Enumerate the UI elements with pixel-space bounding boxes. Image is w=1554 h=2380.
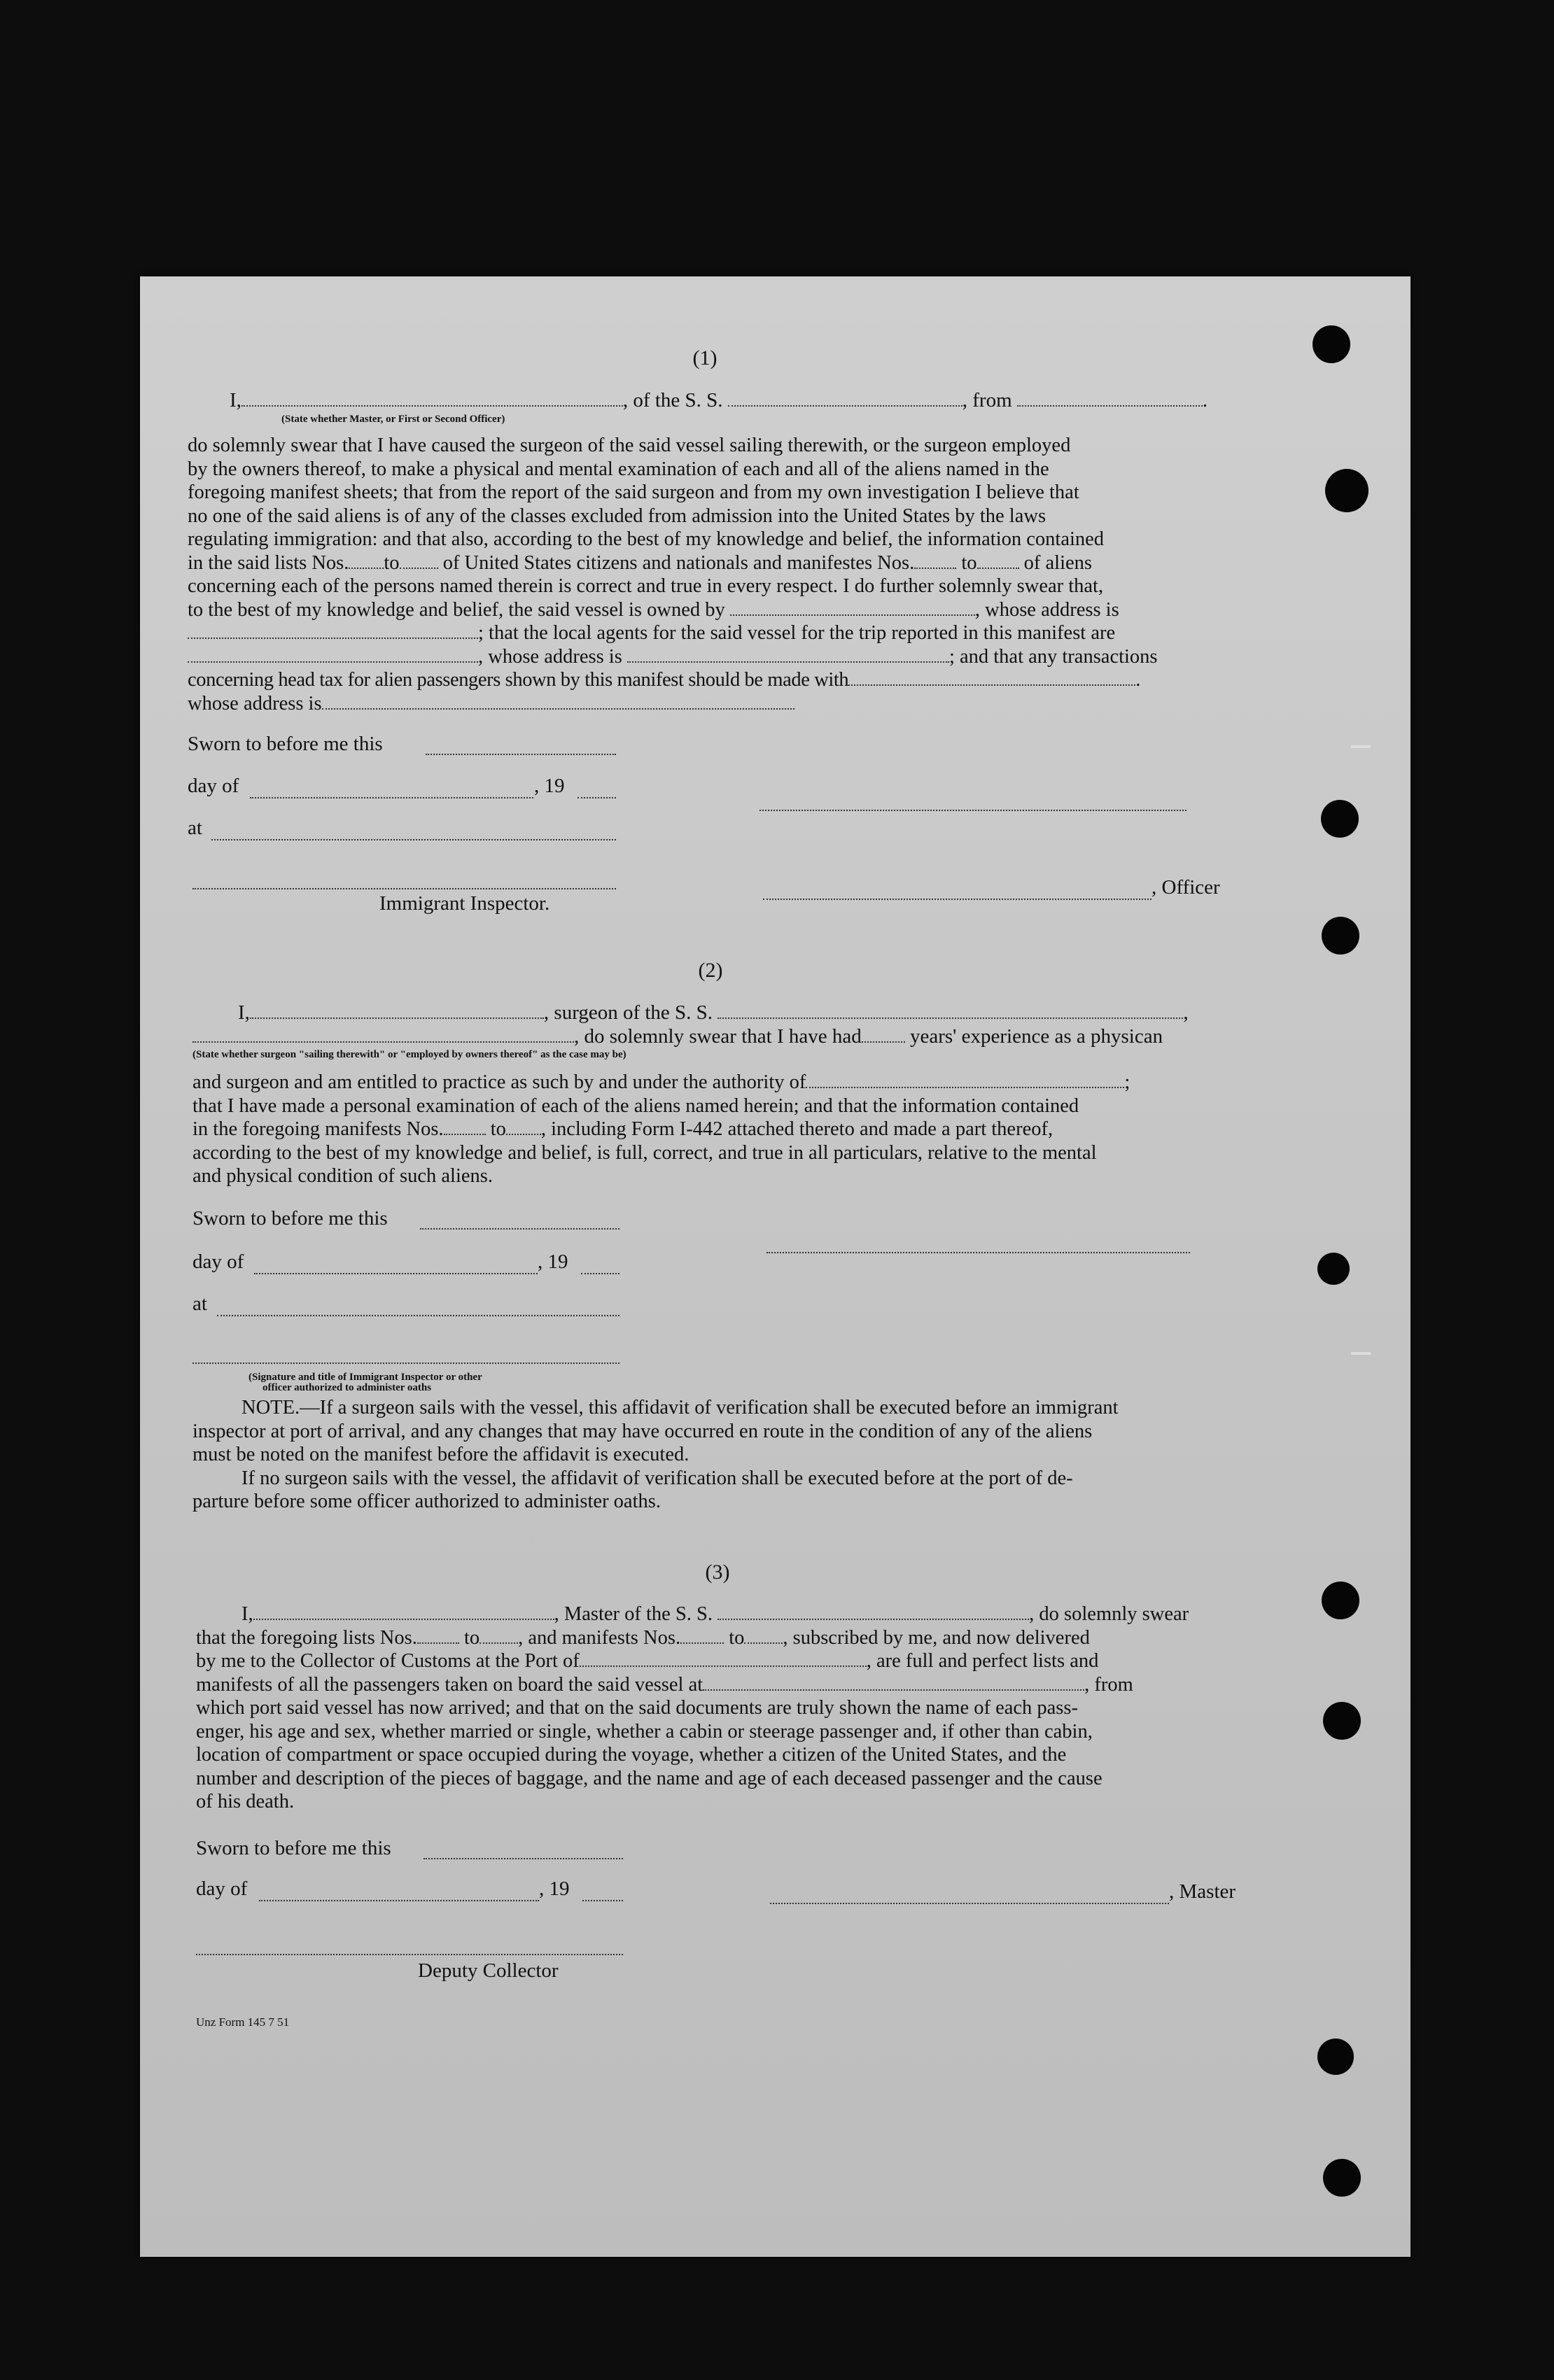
official-signature-field[interactable]	[192, 1361, 620, 1364]
day-of-label: day of	[188, 775, 239, 797]
text: in the said lists Nos.	[188, 551, 349, 574]
sworn-label: Sworn to before me this	[196, 1837, 391, 1859]
text: to	[961, 551, 977, 574]
head-tax-address-field[interactable]	[322, 693, 794, 710]
text: I,	[238, 1001, 250, 1024]
body-line: and physical condition of such aliens.	[192, 1165, 493, 1187]
text: , do solemnly swear that I have had	[574, 1025, 862, 1048]
officer-title-field[interactable]	[763, 897, 1152, 900]
section-number: (1)	[692, 346, 718, 369]
text: of United States citizens and nationals and manifestes Nos.	[442, 551, 915, 574]
text: I,	[230, 389, 241, 411]
owner-field[interactable]	[730, 599, 975, 616]
years-field[interactable]	[862, 1026, 905, 1043]
text: , and manifests Nos.	[518, 1626, 681, 1649]
note-line: must be noted on the manifest before the affidavit is executed.	[192, 1444, 690, 1465]
text: of aliens	[1023, 551, 1093, 574]
master-label: , Master	[1169, 1880, 1236, 1903]
text: to	[490, 1118, 506, 1140]
binder-hole-icon	[1322, 917, 1359, 955]
note-line: parture before some officer authorized to administer oaths.	[192, 1491, 661, 1512]
body-line	[196, 1626, 1242, 1650]
binder-hole-icon	[1325, 469, 1368, 512]
text: , subscribed by me, and now delivered	[783, 1626, 1090, 1649]
from-port-field[interactable]	[1017, 390, 1203, 407]
at-label: at	[192, 1293, 207, 1315]
text: , are full and perfect lists and	[866, 1650, 1099, 1672]
text: , whose address is	[478, 645, 622, 668]
text: , from	[1084, 1673, 1133, 1696]
boarding-port-field[interactable]	[703, 1674, 1084, 1691]
binder-hole-icon	[1322, 1582, 1359, 1619]
year-label: , 19	[538, 1251, 568, 1273]
text: , from	[962, 389, 1012, 411]
surgeon-ship-field[interactable]	[718, 1002, 1183, 1019]
text: manifests of all the passengers taken on board the said vessel at	[196, 1673, 704, 1696]
form-page	[140, 276, 1410, 2257]
signature-note: (Signature and title of Immigrant Inspector or other	[248, 1372, 482, 1383]
deputy-signature-field[interactable]	[196, 1952, 623, 1955]
body-line: that I have made a personal examination of each of the aliens named herein; and that the information contained	[192, 1094, 1079, 1117]
master-signature-field[interactable]	[770, 1901, 1169, 1904]
body-line: regulating immigration: and that also, according to the best of my knowledge and belief, the information contained	[188, 528, 1105, 550]
binder-hole-icon	[1323, 2159, 1361, 2197]
body-line: which port said vessel has now arrived; and that on the said documents are truly shown the name of each pass-	[196, 1697, 1078, 1719]
manifest-from-field[interactable]	[914, 552, 956, 569]
text: to	[463, 1626, 480, 1649]
text: , whose address is	[974, 598, 1119, 621]
at-place-field[interactable]	[211, 838, 616, 840]
edge-mark	[1351, 1352, 1371, 1355]
body-line: by the owners thereof, to make a physical and mental examination of each and all of the aliens named in the	[188, 458, 1049, 480]
text: years' experience as a physican	[909, 1025, 1163, 1048]
binder-hole-icon	[1312, 325, 1350, 363]
at-place-field[interactable]	[217, 1314, 620, 1316]
surgeon-swear-line	[192, 1024, 1163, 1048]
section1-body	[188, 434, 1234, 715]
note-paragraph	[192, 1396, 1239, 1514]
owner-address-field[interactable]	[188, 622, 478, 639]
body-line	[188, 645, 1234, 669]
year-label: , 19	[539, 1878, 570, 1900]
text: , Master of the S. S.	[554, 1603, 713, 1625]
text: to	[384, 551, 400, 574]
sworn-label: Sworn to before me this	[192, 1207, 388, 1230]
body-line	[192, 1118, 1239, 1141]
text: , do solemnly swear	[1029, 1603, 1189, 1625]
body-line	[196, 1673, 1242, 1697]
body-line: enger, his age and sex, whether married or single, whether a cabin or steerage passenger and, if other than cabin,	[196, 1720, 1093, 1742]
note-line: inspector at port of arrival, and any changes that may have occurred en route in the condition of any of the aliens	[192, 1420, 1093, 1442]
inspector-label: Immigrant Inspector.	[379, 892, 550, 915]
binder-hole-icon	[1317, 1253, 1350, 1285]
section3-body	[196, 1603, 1242, 1814]
year-label: , 19	[534, 775, 565, 797]
body-line: concerning head tax for alien passengers shown by this manifest should be made with .	[188, 669, 1140, 691]
list-from-field[interactable]	[417, 1627, 459, 1644]
manifest-to-field[interactable]	[506, 1118, 541, 1135]
deputy-collector-label: Deputy Collector	[418, 1959, 559, 1982]
binder-hole-icon	[1321, 800, 1359, 838]
text: by me to the Collector of Customs at the Port of	[196, 1650, 580, 1672]
officer-signature-field[interactable]	[760, 808, 1186, 811]
body-line: according to the best of my knowledge and belief, is full, correct, and true in all particulars, relative to the mental	[192, 1141, 1097, 1164]
year-field[interactable]	[581, 1272, 620, 1274]
agents-field[interactable]	[188, 646, 478, 663]
body-line: location of compartment or space occupied during the voyage, whether a citizen of the United States, and the	[196, 1744, 1067, 1766]
surgeon-name-field[interactable]	[250, 1002, 544, 1019]
text: whose address is	[188, 692, 322, 714]
body-line	[188, 551, 1234, 575]
body-line: concerning each of the persons named therein is correct and true in every respect. I do further solemnly swear that,	[188, 575, 1104, 597]
body-line: foregoing manifest sheets; that from the report of the said surgeon and from my own investigation I believe that	[188, 481, 1079, 503]
manifest-to-field[interactable]	[977, 552, 1019, 569]
head-tax-field[interactable]	[848, 669, 1135, 686]
body-line: no one of the said aliens is of any of the classes excluded from admission into the United States by the laws	[188, 505, 1046, 527]
surgeon-signature-field[interactable]	[766, 1251, 1190, 1253]
manifest-from-field[interactable]	[444, 1118, 486, 1135]
agents-address-field[interactable]	[627, 646, 949, 663]
ship-name-field[interactable]	[728, 390, 962, 407]
officer-label: , Officer	[1152, 876, 1220, 899]
form-number: Unz Form 145 7 51	[196, 2015, 290, 2029]
text: to the best of my knowledge and belief, the said vessel is owned by	[188, 598, 725, 621]
year-field[interactable]	[578, 796, 616, 798]
list-to-field[interactable]	[479, 1627, 518, 1644]
officer-name-field[interactable]	[241, 390, 623, 407]
text: and surgeon and am entitled to practice as such by and under the authority of	[192, 1071, 806, 1093]
text: ,	[1183, 1001, 1189, 1024]
sworn-date-field[interactable]	[420, 1227, 620, 1230]
text: ; that the local agents for the said vessel for the trip reported in this manifest are	[478, 622, 1116, 644]
body-line	[188, 621, 1234, 645]
master-name-field[interactable]	[253, 1603, 554, 1620]
signature-note: officer authorized to administer oaths	[262, 1382, 432, 1393]
body-line	[188, 598, 1234, 622]
sworn-label: Sworn to before me this	[188, 733, 383, 755]
section-number: (2)	[698, 959, 723, 982]
surgeon-status-field[interactable]	[192, 1026, 574, 1043]
day-of-label: day of	[196, 1878, 248, 1900]
manifest-from-field[interactable]	[680, 1627, 724, 1644]
text: concerning head tax for alien passengers shown by this manifest should be made with	[188, 669, 849, 691]
text: that the foregoing lists Nos.	[196, 1626, 417, 1649]
surgeon-intro-line	[238, 1001, 1189, 1024]
customs-port-field[interactable]	[580, 1650, 867, 1667]
oath-intro-line: I, , of the S. S. , from .	[230, 389, 1208, 411]
list-to-field[interactable]	[400, 552, 438, 569]
text: I,	[241, 1603, 253, 1625]
text: , including Form I-442 attached thereto and made a part thereof,	[540, 1118, 1054, 1140]
body-line: of his death.	[196, 1791, 295, 1812]
binder-hole-icon	[1323, 1702, 1361, 1740]
officer-note: (State whether Master, or First or Second Officer)	[281, 414, 505, 425]
day-of-label: day of	[192, 1251, 244, 1273]
text: , of the S. S.	[622, 389, 723, 411]
body-line	[188, 692, 1234, 716]
edge-mark	[1351, 745, 1371, 748]
sworn-date-field[interactable]	[424, 1857, 623, 1859]
body-line: number and description of the pieces of baggage, and the name and age of each deceased passenger and the cause	[196, 1767, 1102, 1789]
sworn-date-field[interactable]	[426, 752, 616, 755]
section2-body	[192, 1071, 1239, 1188]
day-month-field[interactable]	[250, 796, 533, 798]
surgeon-note: (State whether surgeon "sailing therewith" or "employed by owners thereof" as the case may be)	[192, 1049, 626, 1060]
at-label: at	[188, 817, 202, 839]
manifest-to-field[interactable]	[744, 1627, 783, 1644]
master-ship-field[interactable]	[718, 1603, 1029, 1620]
text: , surgeon of the S. S.	[543, 1001, 713, 1024]
text: ; and that any transactions	[948, 645, 1158, 668]
inspector-signature-field[interactable]	[192, 887, 616, 889]
body-line	[196, 1649, 1242, 1673]
binder-hole-icon	[1317, 2039, 1354, 2075]
list-from-field[interactable]	[349, 552, 384, 569]
text: ;	[1124, 1071, 1130, 1093]
day-month-field[interactable]	[254, 1272, 538, 1274]
section-number: (3)	[705, 1561, 730, 1584]
text: in the foregoing manifests Nos.	[192, 1118, 444, 1140]
body-line: do solemnly swear that I have caused the surgeon of the said vessel sailing therewith, or the surgeon employed	[188, 435, 1071, 456]
day-month-field[interactable]	[259, 1899, 539, 1901]
body-line	[196, 1603, 1242, 1626]
note-line: If no surgeon sails with the vessel, the affidavit of verification shall be executed before at the port of de-	[241, 1467, 1073, 1489]
text: to	[729, 1626, 745, 1649]
body-line	[192, 1071, 1239, 1094]
year-field[interactable]	[582, 1899, 623, 1901]
note-line: NOTE.—If a surgeon sails with the vessel, this affidavit of verification shall be executed before an immigrant	[241, 1397, 1119, 1418]
authority-field[interactable]	[806, 1071, 1124, 1088]
